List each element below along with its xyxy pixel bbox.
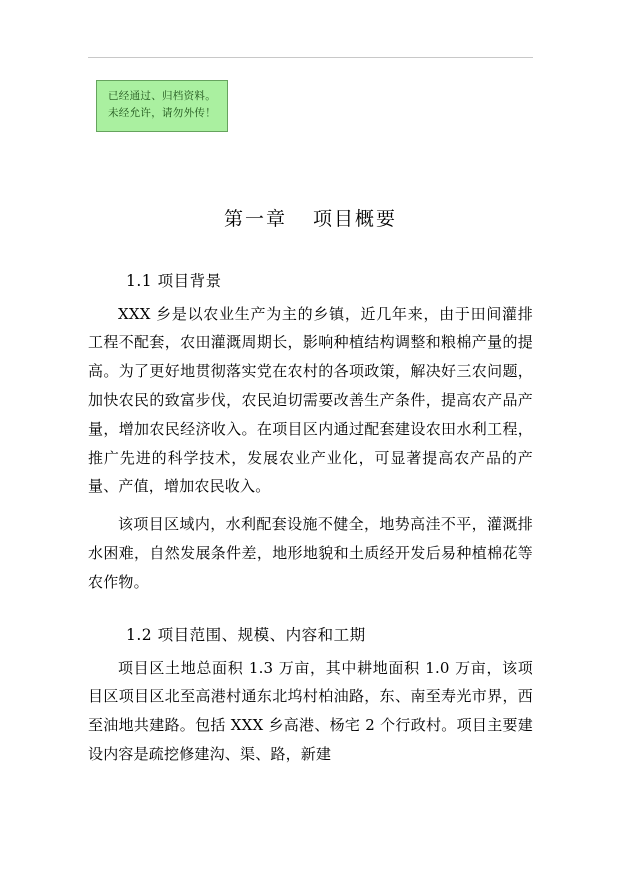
section-number-1-1: 1.1 bbox=[126, 271, 153, 290]
section-heading-1-2 bbox=[126, 623, 533, 645]
chapter-title bbox=[88, 204, 533, 231]
stamp-line-1: 已经通过、归档资料。 bbox=[108, 90, 216, 102]
document-body bbox=[88, 72, 533, 769]
section-title-1-1: 项目背景 bbox=[157, 271, 222, 290]
header-divider bbox=[88, 57, 533, 58]
stamp-line-2: 未经允许，请勿外传！ bbox=[108, 107, 216, 120]
section-number-1-2: 1.2 bbox=[126, 625, 153, 644]
paragraph: 该项目区域内，水利配套设施不健全，地势高洼不平，灌溉排水困难，自然发展条件差，地形地貌和土质经开发后易种植棉花等农作物。 bbox=[88, 515, 533, 591]
paragraph: 项目区土地总面积 1.3 万亩，其中耕地面积 1.0 万亩，该项目区项目区北至高港村通东北坞村柏油路，东、南至寿光市界，西至油地共建路。包括 XXX 乡高港、杨宅 2 个行政村。项目主要建设内容是疏挖修建沟、渠、路，新建 bbox=[88, 658, 533, 763]
paragraph: XXX 乡是以农业生产为主的乡镇，近几年来，由于田间灌排工程不配套，农田灌溉周期长，影响种植结构调整和粮棉产量的提高。为了更好地贯彻落实党在农村的各项政策，解决好三农问题，加快农民的致富步伐，农民迫切需要改善生产条件，提高农产品产量，增加农民经济收入。在项目区内通过配套建设农田水利工程，推广先进的科学技术，发展农业产业化，可显著提高农产品的产量、产值，增加农民收入。 bbox=[88, 304, 533, 496]
chapter-number: 第一章 bbox=[223, 207, 287, 230]
approval-stamp bbox=[96, 80, 228, 132]
section-heading-1-1 bbox=[126, 269, 533, 291]
chapter-name: 项目概要 bbox=[313, 207, 398, 230]
section-title-1-2: 项目范围、规模、内容和工期 bbox=[157, 625, 366, 644]
